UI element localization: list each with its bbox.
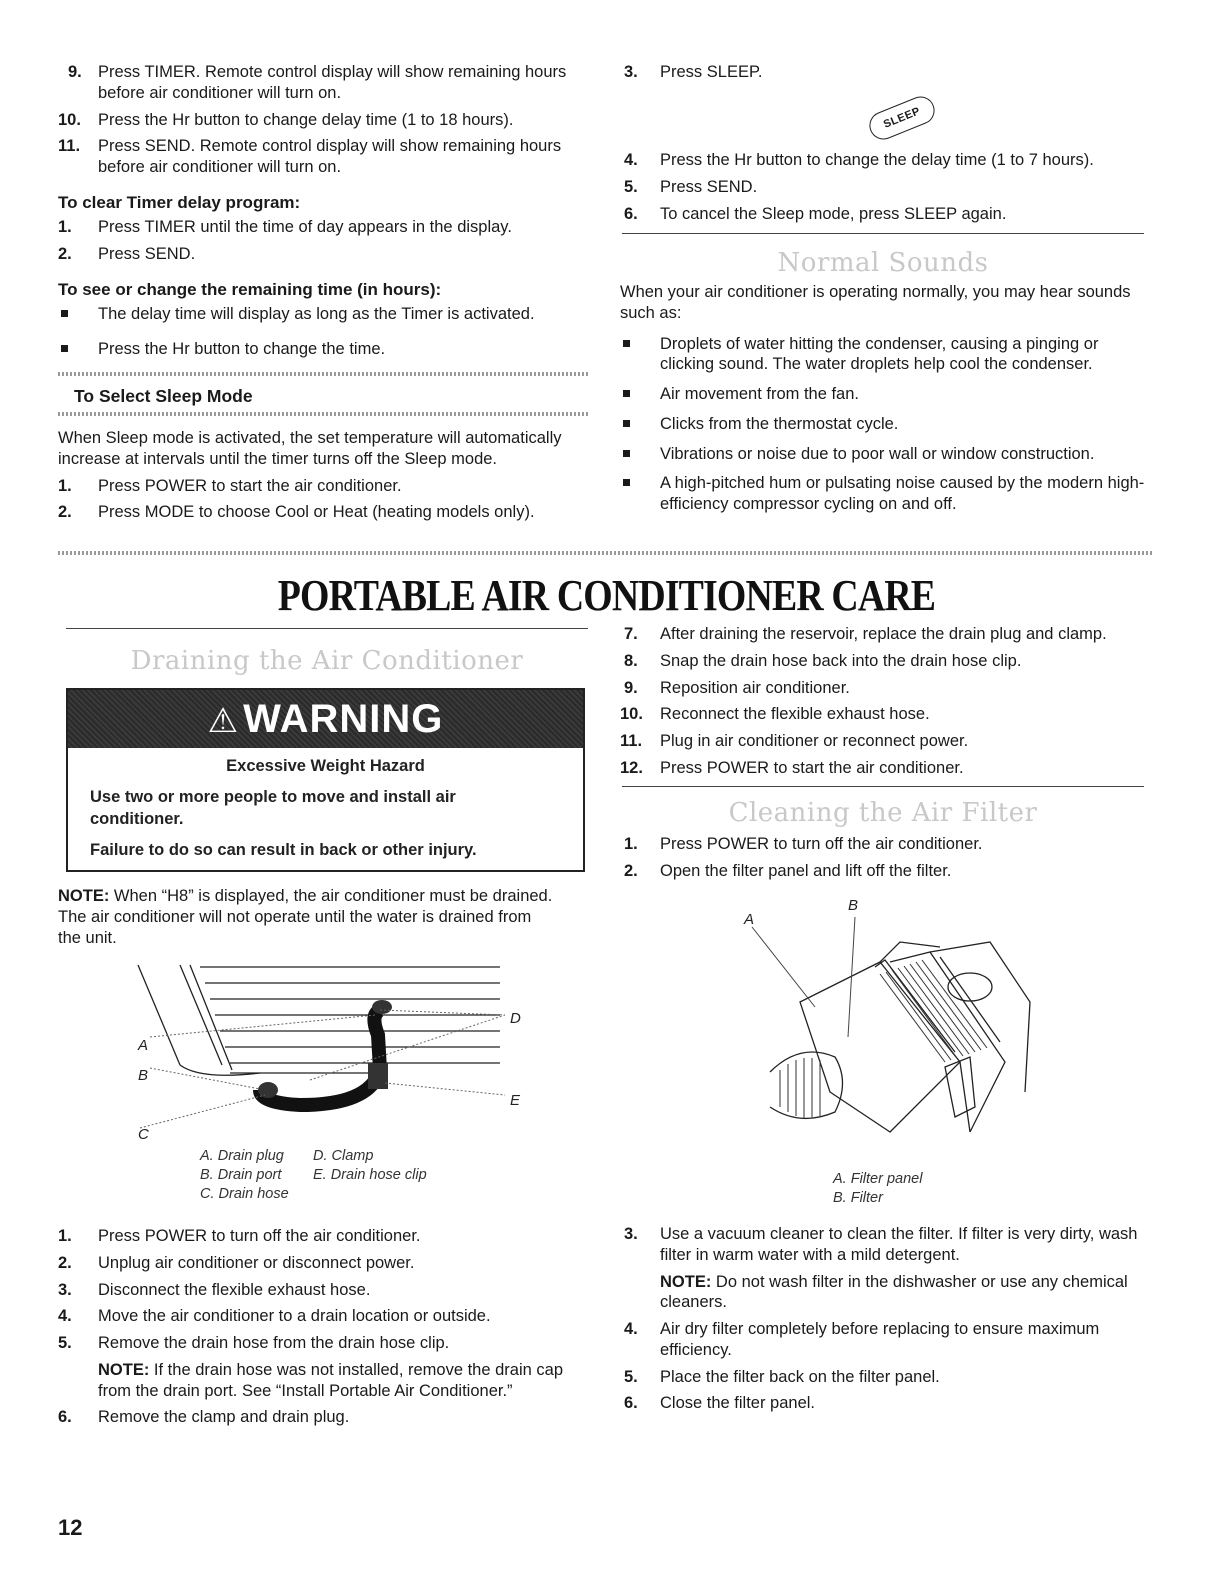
filter-steps-b-list <box>620 1224 1148 1414</box>
list-item: 2. Unplug air conditioner or disconnect power. <box>58 1253 415 1272</box>
normal-sounds-list <box>620 334 1146 515</box>
sleep-step-3 <box>620 62 1148 83</box>
list-item: 5. Place the filter back on the filter panel. <box>624 1367 940 1386</box>
list-item: 1. Press POWER to turn off the air conditioner. <box>624 835 983 853</box>
clear-timer-heading: To clear Timer delay program: <box>58 192 301 212</box>
list-item: 7. After draining the reservoir, replace the drain plug and clamp. <box>624 625 1107 643</box>
filter-steps-b <box>620 1224 1148 1420</box>
sleep-mode-heading: To Select Sleep Mode <box>74 386 253 406</box>
fig-letter-a: A <box>744 911 755 928</box>
list-item: 2. Press MODE to choose Cool or Heat (heating models only). <box>58 503 535 522</box>
caption-drain-port: B. Drain port <box>200 1166 282 1183</box>
filter-heading: Cleaning the Air Filter <box>728 798 1038 828</box>
list-item: 6. To cancel the Sleep mode, press SLEEP again. <box>624 204 1007 223</box>
warning-triangle-icon: ⚠ <box>207 702 240 740</box>
fig-letter-e: E <box>510 1092 521 1109</box>
list-item: 1. Press POWER to start the air conditioner. <box>58 476 402 495</box>
see-change-bullets <box>58 304 588 360</box>
sleep-mode-description: When Sleep mode is activated, the set temperature will automatically increase at intervals until the timer turns off the Sleep mode. <box>58 429 562 468</box>
caption-filter-panel: A. Filter panel <box>833 1171 923 1187</box>
caption-drain-hose-clip: E. Drain hose clip <box>313 1166 427 1183</box>
caption-drain-hose: C. Drain hose <box>200 1185 289 1202</box>
fig-letter-c: C <box>138 1126 149 1143</box>
list-item: 8. Snap the drain hose back into the drain hose clip. <box>624 651 1022 670</box>
list-item: 6. Close the filter panel. <box>624 1394 816 1413</box>
fig-letter-a: A <box>138 1037 149 1054</box>
list-item: 12. Press POWER to start the air conditioner. <box>620 758 964 777</box>
list-item: 9. Reposition air conditioner. <box>624 678 850 697</box>
filter-steps-a-list <box>620 834 1148 882</box>
sleep-mode-section <box>58 428 588 529</box>
drain-figure-caption-left <box>200 1147 289 1204</box>
step3-note: NOTE: Do not wash filter in the dishwasher or use any chemical cleaners. <box>660 1272 1128 1312</box>
list-item: 9. Press TIMER. Remote control display will show remaining hours before air conditioner will turn on. <box>68 63 567 102</box>
list-item: 3. Disconnect the flexible exhaust hose. <box>58 1280 371 1299</box>
list-item: 1. Press TIMER until the time of day appears in the display. <box>58 218 512 237</box>
drain-figure-caption-right <box>313 1147 427 1185</box>
sleep-steps <box>58 476 588 524</box>
timer-section <box>58 62 588 369</box>
sleep-steps-cont <box>620 62 1148 89</box>
list-item: 10. Press the Hr button to change delay time (1 to 18 hours). <box>58 110 514 129</box>
see-change-heading: To see or change the remaining time (in hours): <box>58 279 442 299</box>
sleep-button-icon: SLEEP <box>865 92 939 143</box>
list-item: 4. Air dry filter completely before replacing to ensure maximum efficiency. <box>624 1320 1100 1359</box>
list-item: Press the Hr button to change the time. <box>58 339 588 360</box>
warning-box <box>66 688 585 872</box>
divider <box>58 551 1152 555</box>
normal-sounds-intro: When your air conditioner is operating normally, you may hear sounds such as: <box>620 283 1131 322</box>
divider <box>66 628 588 629</box>
draining-steps <box>58 1226 588 1434</box>
list-item: Vibrations or noise due to poor wall or window construction. <box>620 444 1146 465</box>
fig-letter-b: B <box>138 1067 149 1084</box>
list-item: 2. Open the filter panel and lift off the filter. <box>624 861 952 880</box>
clear-timer-steps <box>58 217 588 265</box>
sleep-steps-more <box>620 150 1148 230</box>
page-title: PORTABLE AIR CONDITIONER CARE <box>277 571 936 620</box>
list-item: Clicks from the thermostat cycle. <box>620 414 1146 435</box>
filter-figure-caption <box>833 1170 922 1208</box>
normal-sounds-section <box>620 282 1146 524</box>
warning-line-1: Use two or more people to move and install air conditioner. <box>90 788 456 828</box>
sleep-steps-list <box>620 150 1148 224</box>
list-item: 2. Press SEND. <box>58 245 196 264</box>
drain-figure <box>130 955 550 1150</box>
warning-banner: ⚠ WARNING <box>68 690 583 748</box>
draining-note: NOTE: When “H8” is displayed, the air conditioner must be drained. The air conditioner will not operate until the water is drained from the unit. <box>58 887 553 947</box>
list-item: 5. Press SEND. <box>624 177 758 196</box>
list-item: 11. Plug in air conditioner or reconnect power. <box>620 732 969 751</box>
divider <box>622 233 1144 234</box>
filter-steps-a <box>620 834 1148 888</box>
caption-filter: B. Filter <box>833 1189 883 1206</box>
filter-figure <box>740 892 1040 1162</box>
draining-steps-cont <box>620 624 1148 785</box>
caption-clamp: D. Clamp <box>313 1148 374 1164</box>
page-number: 12 <box>58 1515 83 1540</box>
list-item: 4. Press the Hr button to change the delay time (1 to 7 hours). <box>624 151 1094 169</box>
fig-letter-b: B <box>848 897 859 914</box>
caption-drain-plug: A. Drain plug <box>200 1148 284 1164</box>
list-item: 6. Remove the clamp and drain plug. <box>58 1408 350 1427</box>
list-item: 4. Move the air conditioner to a drain location or outside. <box>58 1307 491 1326</box>
list-item: 3. Press SLEEP. <box>624 63 763 81</box>
list-item: 1. Press POWER to turn off the air conditioner. <box>58 1227 421 1245</box>
warning-body <box>68 748 583 880</box>
fig-letter-d: D <box>510 1010 521 1027</box>
list-item: The delay time will display as long as the Timer is activated. <box>58 304 588 325</box>
divider <box>622 786 1144 787</box>
list-item: Air movement from the fan. <box>620 384 1146 405</box>
list-item: 3. Use a vacuum cleaner to clean the filter. If filter is very dirty, wash filter in warm water with a mild detergent. NOTE: Do not wash filter in the dishwasher or use any chemical cleaners. <box>620 1224 1148 1313</box>
warning-hazard: Excessive Weight Hazard <box>226 757 425 775</box>
warning-line-2: Failure to do so can result in back or other injury. <box>90 841 477 860</box>
list-item: 10. Reconnect the flexible exhaust hose. <box>620 705 930 724</box>
normal-sounds-heading: Normal Sounds <box>777 248 989 278</box>
list-item: 11. Press SEND. Remote control display will show remaining hours before air conditioner will turn on. <box>58 137 562 177</box>
divider <box>58 372 590 376</box>
step5-note: NOTE: If the drain hose was not installed, remove the drain cap from the drain port. See “Install Portable Air Conditioner.” <box>98 1360 563 1400</box>
draining-steps-list <box>58 1226 588 1428</box>
list-item: 5. Remove the drain hose from the drain hose clip. NOTE: If the drain hose was not installed, remove the drain cap from the drain port. See “Install Portable Air Conditioner.” <box>58 1333 588 1401</box>
divider <box>58 412 590 416</box>
timer-steps <box>58 62 588 178</box>
list-item: Droplets of water hitting the condenser, causing a pinging or clicking sound. The water droplets help cool the condenser. <box>620 334 1146 376</box>
draining-heading: Draining the Air Conditioner <box>130 646 524 676</box>
draining-steps-cont-list <box>620 624 1148 779</box>
list-item: A high-pitched hum or pulsating noise caused by the modern high-efficiency compressor cycling on and off. <box>620 473 1146 515</box>
